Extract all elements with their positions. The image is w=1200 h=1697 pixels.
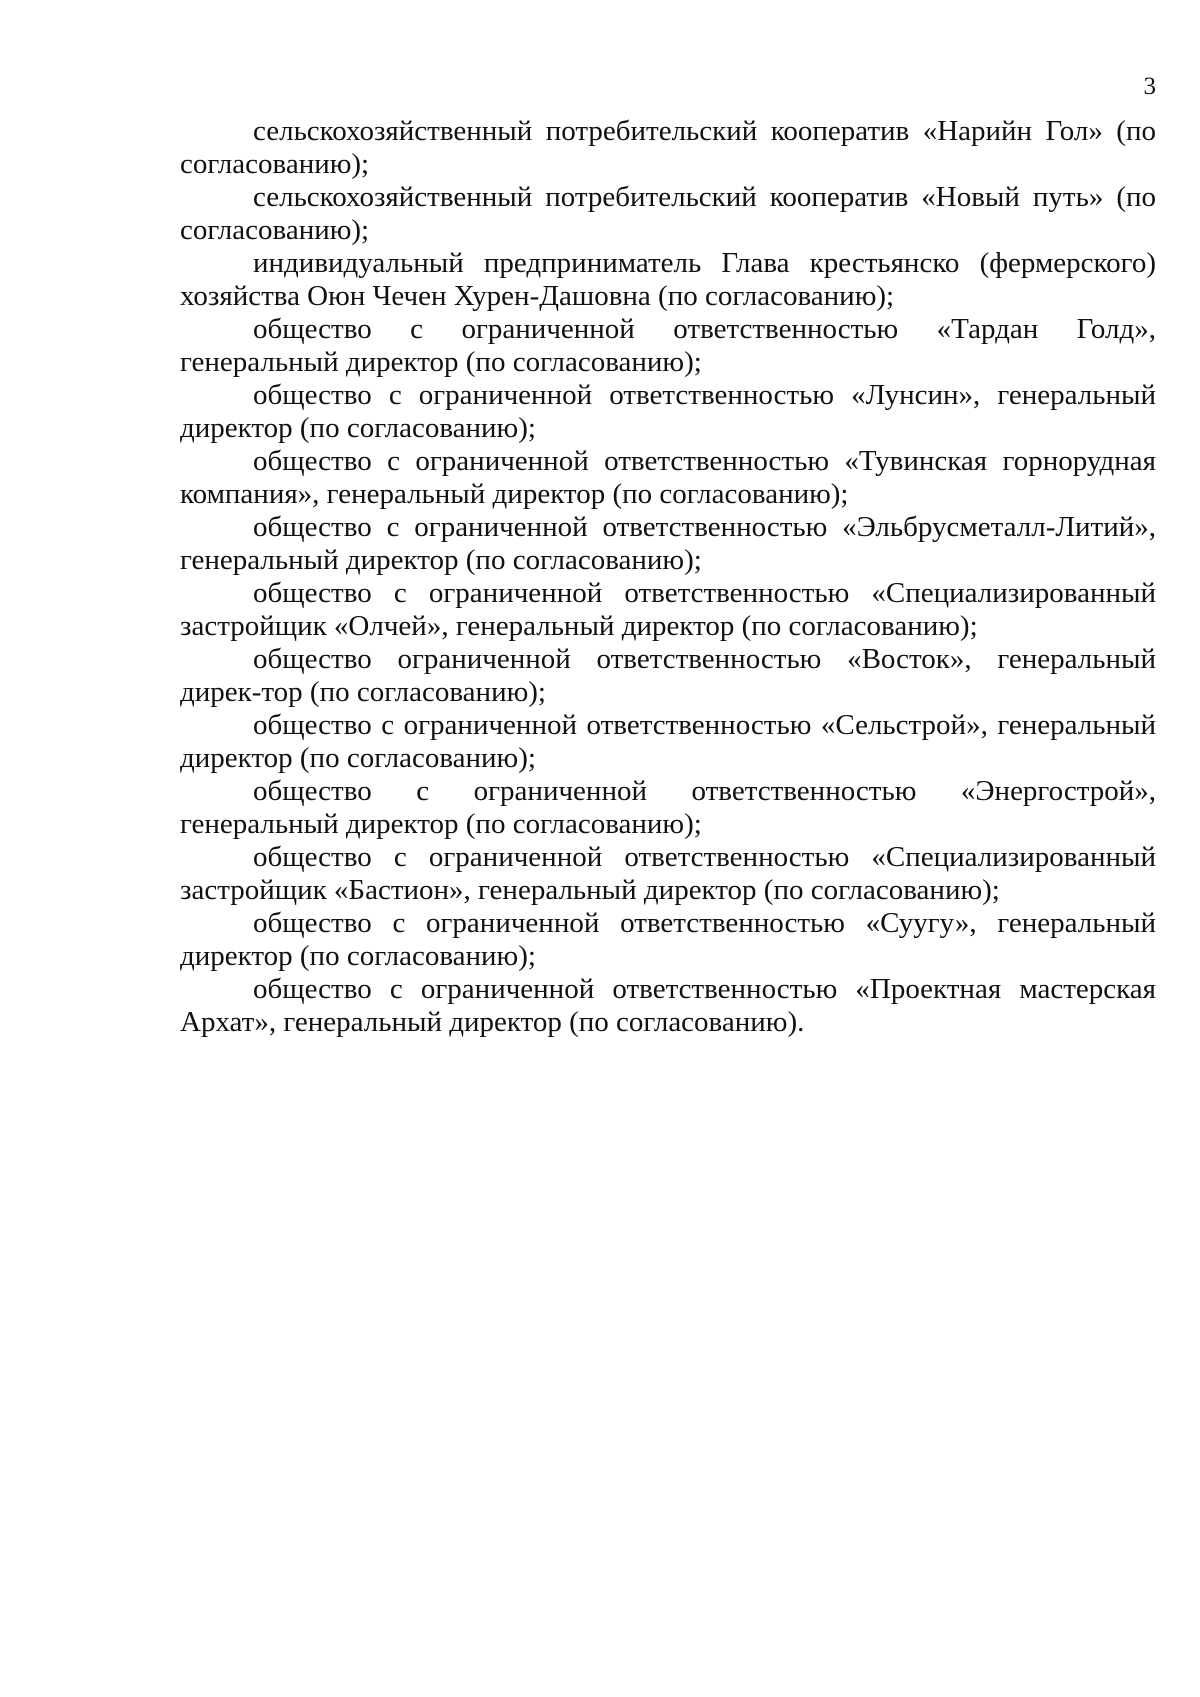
list-item: общество с ограниченной ответственностью «Специализированный застройщик «Бастион», генеральный директор (по согласованию);	[180, 841, 1156, 906]
list-item: сельскохозяйственный потребительский кооператив «Новый путь» (по согласованию);	[180, 181, 1156, 246]
list-item: сельскохозяйственный потребительский кооператив «Нарийн Гол» (по согласованию);	[180, 115, 1156, 180]
list-item: общество с ограниченной ответственностью «Эльбрусметалл-Литий», генеральный директор (по согласованию);	[180, 511, 1156, 576]
list-item: общество с ограниченной ответственностью «Тувинская горнорудная компания», генеральный директор (по согласованию);	[180, 445, 1156, 510]
list-item: общество с ограниченной ответственностью «Проектная мастерская Архат», генеральный директор (по согласованию).	[180, 973, 1156, 1038]
list-item: общество с ограниченной ответственностью «Лунсин», генеральный директор (по согласованию);	[180, 379, 1156, 444]
page-number: 3	[1143, 73, 1156, 100]
list-item: индивидуальный предприниматель Глава крестьянско (фермерского) хозяйства Оюн Чечен Хурен-Дашовна (по согласованию);	[180, 247, 1156, 312]
list-item: общество с ограниченной ответственностью «Энергострой», генеральный директор (по согласованию);	[180, 775, 1156, 840]
list-item: общество с ограниченной ответственностью «Тардан Голд», генеральный директор (по согласованию);	[180, 313, 1156, 378]
list-item: общество ограниченной ответственностью «Восток», генеральный дирек-тор (по согласованию);	[180, 643, 1156, 708]
list-item: общество с ограниченной ответственностью «Сельстрой», генеральный директор (по согласованию);	[180, 709, 1156, 774]
list-item: общество с ограниченной ответственностью «Специализированный застройщик «Олчей», генеральный директор (по согласованию);	[180, 577, 1156, 642]
list-item: общество с ограниченной ответственностью «Суугу», генеральный директор (по согласованию);	[180, 907, 1156, 972]
organization-list	[180, 115, 1156, 1039]
